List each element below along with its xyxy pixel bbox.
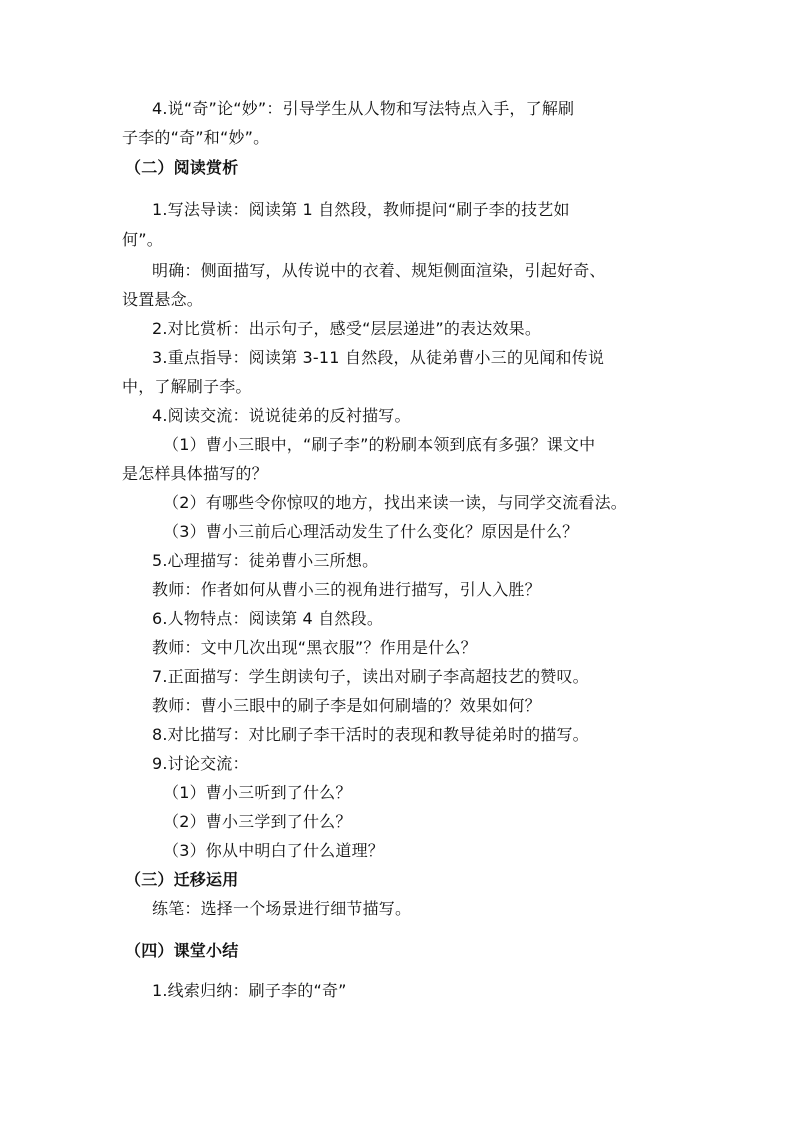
item-7: 7.正面描写：学生朗读句子，读出对刷子李高超技艺的赞叹。 [152, 667, 589, 686]
writing-practice: 练笔：选择一个场景进行细节描写。 [152, 899, 412, 918]
teacher-question-6: 教师：文中几次出现“黑衣服”？作用是什么？ [152, 638, 477, 657]
section-heading-class-summary: （四）课堂小结 [125, 941, 239, 960]
discussion-question-3: （3）你从中明白了什么道理？ [163, 841, 384, 860]
clarification-line-2: 设置悬念。 [122, 290, 204, 309]
item-9: 9.讨论交流： [152, 754, 249, 773]
item-1-line-2: 何”。 [122, 230, 163, 249]
item-1-line-1: 1.写法导读：阅读第 1 自然段，教师提问“刷子李的技艺如 [152, 200, 570, 219]
question-1-line-2: 是怎样具体描写的？ [122, 464, 268, 483]
paragraph-4-line-1: 4.说“奇”论“妙”：引导学生从人物和写法特点入手，了解刷 [152, 99, 575, 118]
section-heading-transfer-application: （三）迁移运用 [125, 870, 239, 889]
item-2: 2.对比赏析：出示句子，感受“层层递进”的表达效果。 [152, 319, 542, 338]
question-3: （3）曹小三前后心理活动发生了什么变化？原因是什么？ [163, 522, 579, 541]
section-heading-reading-appreciation: （二）阅读赏析 [125, 158, 239, 177]
discussion-question-2: （2）曹小三学到了什么？ [163, 812, 352, 831]
question-1-line-1: （1）曹小三眼中，“刷子李”的粉刷本领到底有多强？课文中 [163, 435, 596, 454]
paragraph-4-line-2: 子李的“奇”和“妙”。 [122, 128, 270, 147]
teacher-question-7: 教师：曹小三眼中的刷子李是如何刷墙的？效果如何？ [152, 696, 541, 715]
item-5: 5.心理描写：徒弟曹小三所想。 [152, 551, 379, 570]
summary-item-1: 1.线索归纳：刷子李的“奇” [152, 981, 347, 1000]
item-6: 6.人物特点：阅读第 4 自然段。 [152, 609, 384, 628]
clarification-line-1: 明确：侧面描写，从传说中的衣着、规矩侧面渲染，引起好奇、 [152, 261, 606, 280]
item-3-line-1: 3.重点指导：阅读第 3-11 自然段，从徒弟曹小三的见闻和传说 [152, 348, 605, 367]
item-3-line-2: 中，了解刷子李。 [122, 377, 252, 396]
discussion-question-1: （1）曹小三听到了什么？ [163, 783, 352, 802]
teacher-question-5: 教师：作者如何从曹小三的视角进行描写，引人入胜？ [152, 580, 541, 599]
item-4: 4.阅读交流：说说徒弟的反衬描写。 [152, 406, 411, 425]
question-2: （2）有哪些令你惊叹的地方，找出来读一读，与同学交流看法。 [163, 493, 627, 512]
item-8: 8.对比描写：对比刷子李干活时的表现和教导徒弟时的描写。 [152, 725, 589, 744]
